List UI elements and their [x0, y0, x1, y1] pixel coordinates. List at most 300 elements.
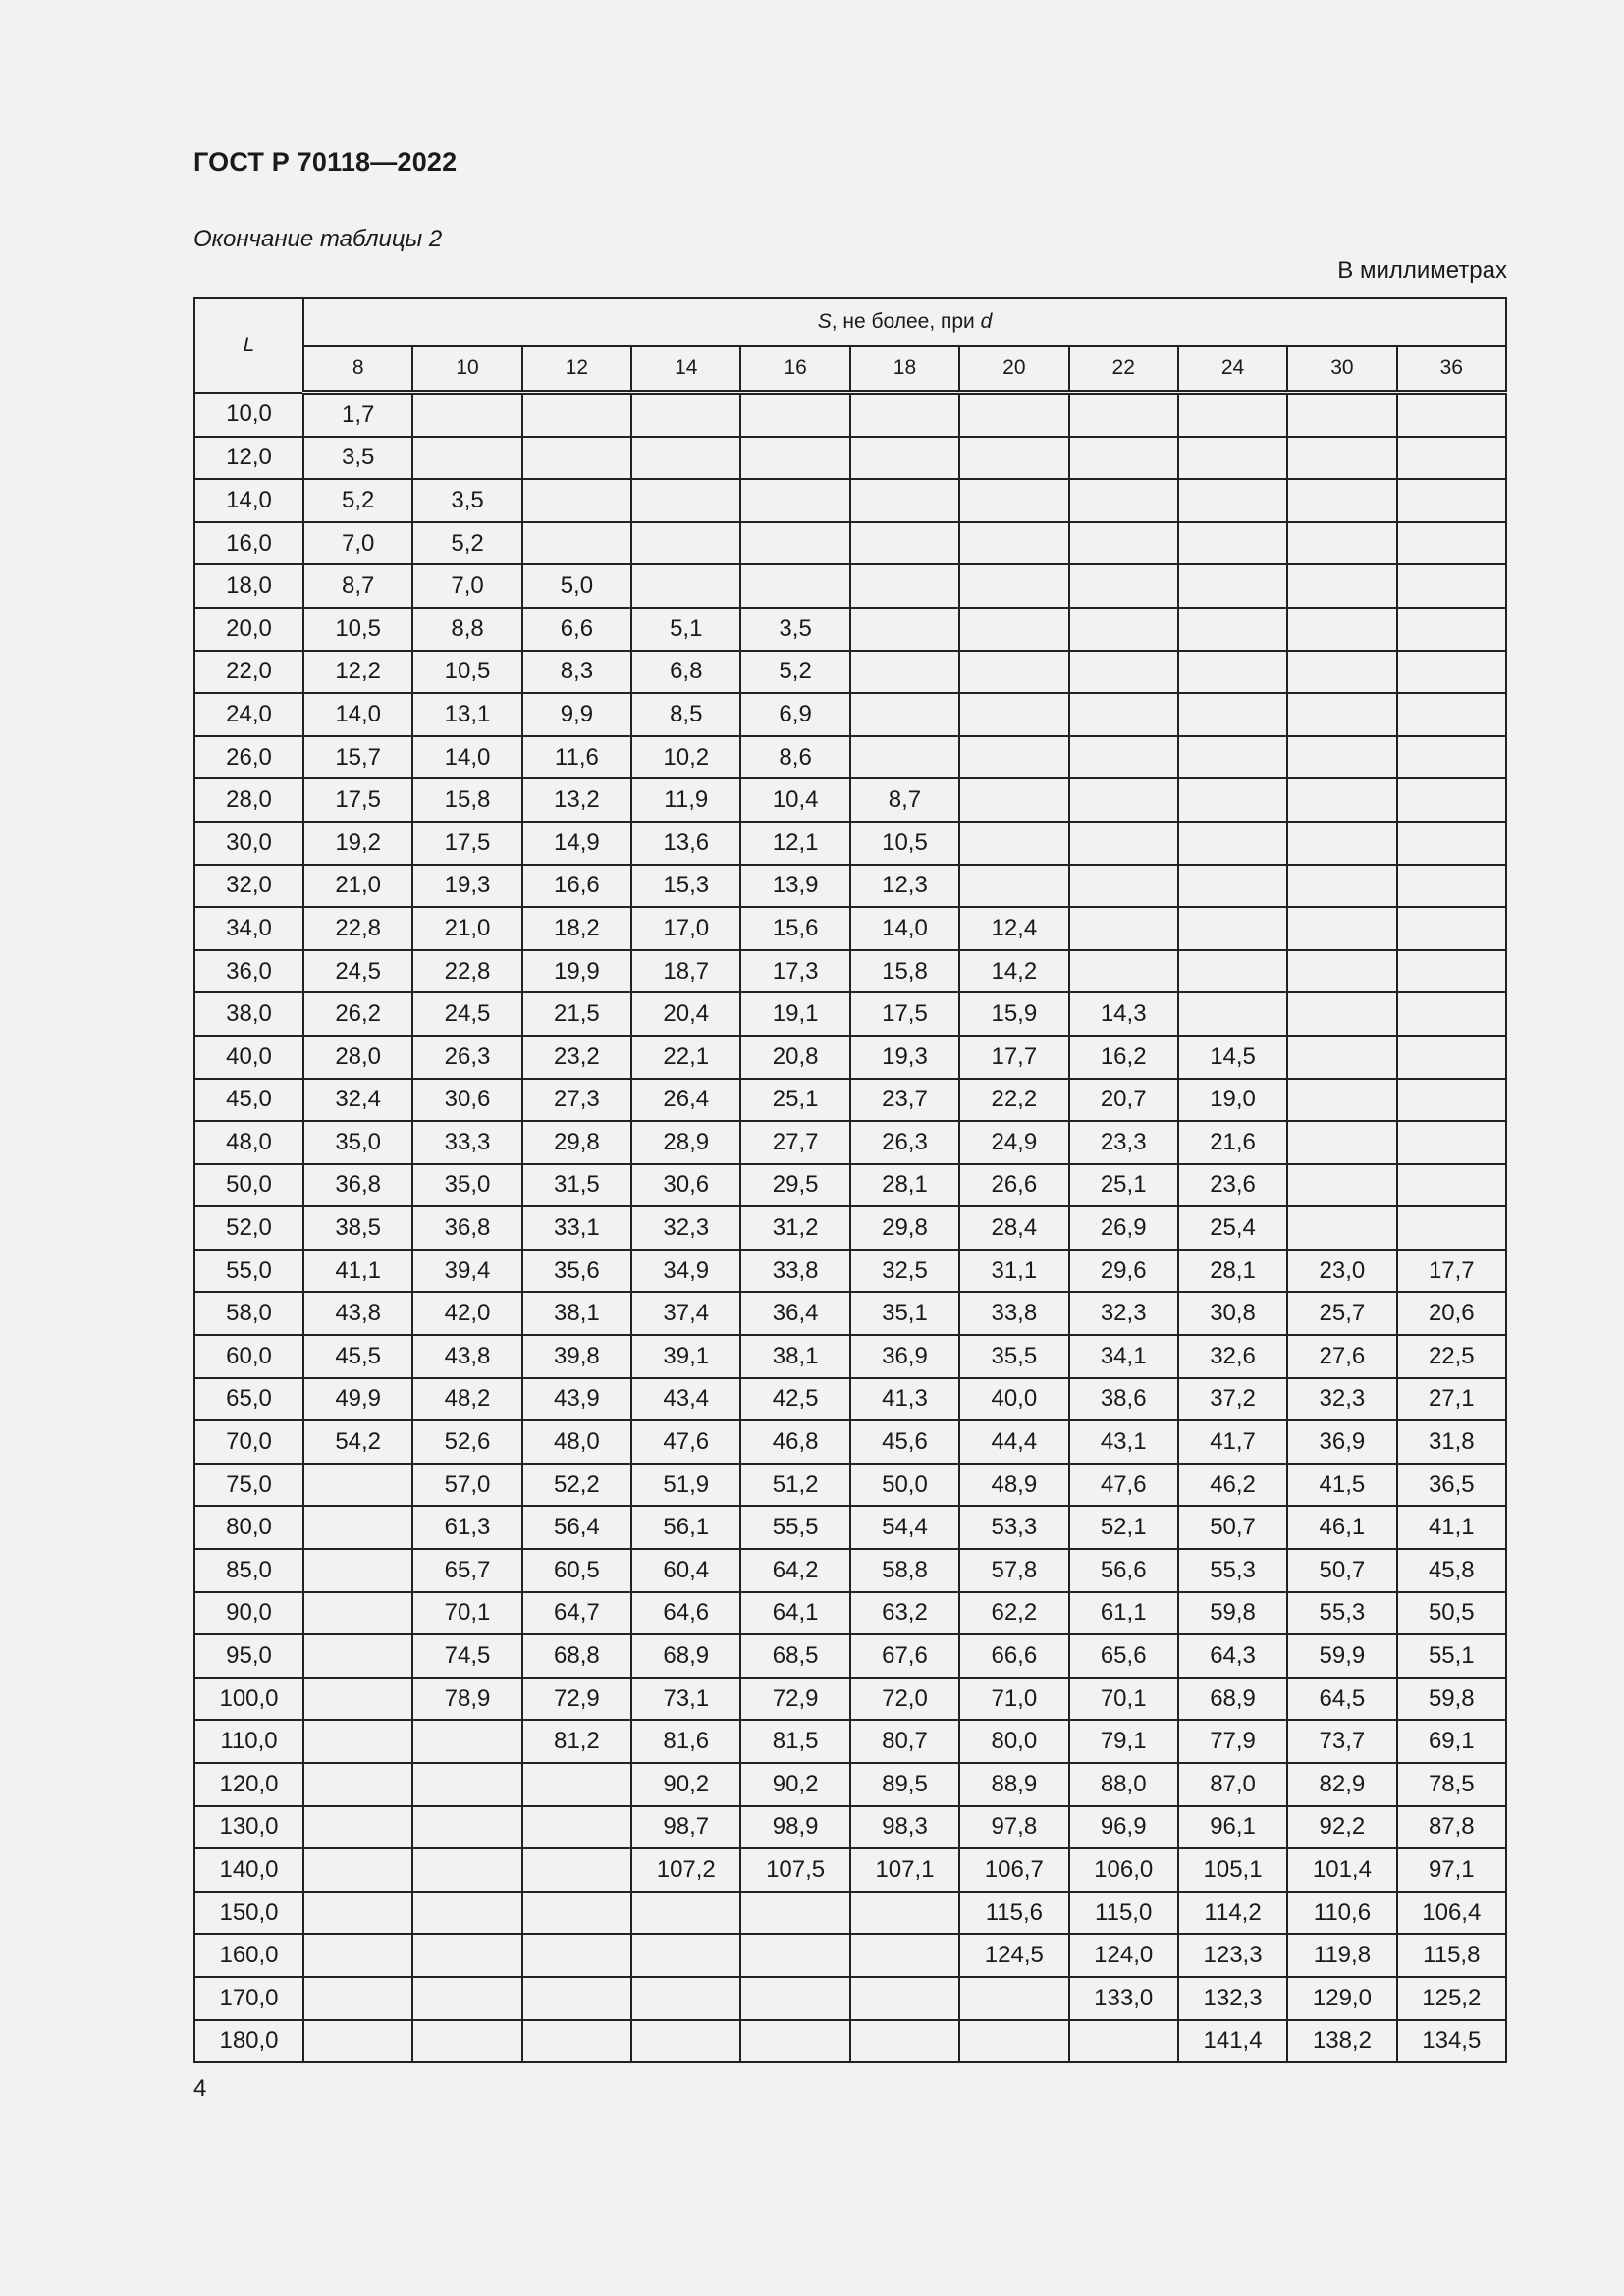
cell-s	[1069, 564, 1178, 608]
cell-s: 41,3	[850, 1378, 959, 1421]
cell-s	[631, 479, 740, 522]
cell-s: 3,5	[740, 608, 849, 651]
cell-s: 46,1	[1287, 1506, 1396, 1549]
cell-s: 48,0	[522, 1420, 631, 1464]
cell-s: 80,0	[959, 1720, 1068, 1763]
cell-s: 29,6	[1069, 1250, 1178, 1293]
cell-s: 12,4	[959, 907, 1068, 950]
cell-s: 26,4	[631, 1079, 740, 1122]
cell-s: 55,1	[1397, 1634, 1506, 1678]
header-d-value: 22	[1069, 346, 1178, 393]
cell-s: 33,8	[740, 1250, 849, 1293]
cell-s: 32,3	[631, 1206, 740, 1250]
cell-s: 10,2	[631, 736, 740, 779]
cell-s: 47,6	[1069, 1464, 1178, 1507]
cell-s: 15,9	[959, 992, 1068, 1036]
cell-s	[850, 1892, 959, 1935]
cell-s	[1397, 736, 1506, 779]
cell-s: 81,5	[740, 1720, 849, 1763]
cell-s	[1178, 437, 1287, 480]
cell-s	[1178, 651, 1287, 694]
cell-s	[850, 479, 959, 522]
cell-s: 6,9	[740, 693, 849, 736]
cell-s: 20,4	[631, 992, 740, 1036]
table-row	[194, 693, 1506, 736]
cell-s	[631, 1934, 740, 1977]
cell-s: 5,2	[740, 651, 849, 694]
cell-s: 89,5	[850, 1763, 959, 1806]
cell-s: 125,2	[1397, 1977, 1506, 2020]
cell-s: 3,5	[303, 437, 412, 480]
cell-s: 27,3	[522, 1079, 631, 1122]
cell-s: 58,8	[850, 1549, 959, 1592]
cell-s: 26,3	[412, 1036, 521, 1079]
cell-l: 58,0	[194, 1292, 303, 1335]
cell-s: 124,5	[959, 1934, 1068, 1977]
cell-s	[850, 2020, 959, 2063]
table-row	[194, 1121, 1506, 1164]
cell-s	[1287, 608, 1396, 651]
table-row	[194, 778, 1506, 822]
cell-s: 72,9	[522, 1678, 631, 1721]
table-row	[194, 1848, 1506, 1892]
cell-s: 14,5	[1178, 1036, 1287, 1079]
cell-s: 3,5	[412, 479, 521, 522]
cell-s: 56,4	[522, 1506, 631, 1549]
cell-s: 17,0	[631, 907, 740, 950]
cell-s: 29,8	[522, 1121, 631, 1164]
header-d-value: 16	[740, 346, 849, 393]
cell-s: 18,2	[522, 907, 631, 950]
cell-s: 39,4	[412, 1250, 521, 1293]
cell-s: 54,2	[303, 1420, 412, 1464]
cell-s	[1397, 393, 1506, 437]
cell-s: 114,2	[1178, 1892, 1287, 1935]
cell-s	[850, 1977, 959, 2020]
cell-s: 78,9	[412, 1678, 521, 1721]
cell-s	[1397, 865, 1506, 908]
cell-s: 10,5	[303, 608, 412, 651]
cell-s	[850, 651, 959, 694]
cell-s	[303, 1592, 412, 1635]
cell-s: 13,6	[631, 822, 740, 865]
cell-s	[1287, 1206, 1396, 1250]
cell-s	[631, 437, 740, 480]
cell-s	[1287, 437, 1396, 480]
cell-s: 64,3	[1178, 1634, 1287, 1678]
table-row	[194, 1678, 1506, 1721]
cell-s	[959, 393, 1068, 437]
header-d-value: 36	[1397, 346, 1506, 393]
cell-s: 73,7	[1287, 1720, 1396, 1763]
cell-s: 5,1	[631, 608, 740, 651]
cell-s: 19,1	[740, 992, 849, 1036]
cell-s: 27,6	[1287, 1335, 1396, 1378]
cell-s	[303, 1806, 412, 1849]
table-row	[194, 1464, 1506, 1507]
cell-s: 9,9	[522, 693, 631, 736]
cell-s: 134,5	[1397, 2020, 1506, 2063]
cell-s: 41,5	[1287, 1464, 1396, 1507]
cell-s: 132,3	[1178, 1977, 1287, 2020]
cell-s: 23,7	[850, 1079, 959, 1122]
cell-l: 80,0	[194, 1506, 303, 1549]
cell-s: 14,2	[959, 950, 1068, 993]
table-row	[194, 992, 1506, 1036]
cell-s: 107,1	[850, 1848, 959, 1892]
cell-s	[412, 393, 521, 437]
cell-s: 38,1	[522, 1292, 631, 1335]
cell-s: 53,3	[959, 1506, 1068, 1549]
cell-s: 60,4	[631, 1549, 740, 1592]
cell-s	[1397, 1036, 1506, 1079]
cell-s	[1178, 393, 1287, 437]
cell-s: 12,3	[850, 865, 959, 908]
cell-s: 17,5	[850, 992, 959, 1036]
cell-s: 138,2	[1287, 2020, 1396, 2063]
cell-s: 96,1	[1178, 1806, 1287, 1849]
cell-l: 65,0	[194, 1378, 303, 1421]
cell-s: 12,1	[740, 822, 849, 865]
cell-s	[303, 1634, 412, 1678]
cell-s	[740, 393, 849, 437]
cell-s: 50,7	[1287, 1549, 1396, 1592]
cell-s: 68,8	[522, 1634, 631, 1678]
cell-s: 45,6	[850, 1420, 959, 1464]
cell-l: 16,0	[194, 522, 303, 565]
cell-s: 39,8	[522, 1335, 631, 1378]
cell-s: 15,3	[631, 865, 740, 908]
cell-s	[1397, 992, 1506, 1036]
cell-s	[1287, 1036, 1396, 1079]
cell-s: 78,5	[1397, 1763, 1506, 1806]
table-row	[194, 950, 1506, 993]
cell-s: 41,1	[303, 1250, 412, 1293]
cell-s: 35,5	[959, 1335, 1068, 1378]
cell-s: 38,5	[303, 1206, 412, 1250]
cell-s: 57,0	[412, 1464, 521, 1507]
table-row	[194, 1977, 1506, 2020]
cell-l: 30,0	[194, 822, 303, 865]
cell-s: 21,0	[303, 865, 412, 908]
cell-s	[1069, 693, 1178, 736]
cell-s: 35,1	[850, 1292, 959, 1335]
cell-s: 59,9	[1287, 1634, 1396, 1678]
cell-s: 23,2	[522, 1036, 631, 1079]
cell-s: 73,1	[631, 1678, 740, 1721]
cell-s	[1178, 865, 1287, 908]
cell-s	[850, 693, 959, 736]
cell-s: 43,4	[631, 1378, 740, 1421]
cell-s: 66,6	[959, 1634, 1068, 1678]
cell-s	[959, 2020, 1068, 2063]
cell-s	[412, 2020, 521, 2063]
cell-s	[303, 2020, 412, 2063]
cell-s	[631, 2020, 740, 2063]
cell-s: 26,3	[850, 1121, 959, 1164]
cell-s: 31,1	[959, 1250, 1068, 1293]
cell-s: 50,7	[1178, 1506, 1287, 1549]
cell-s	[412, 1806, 521, 1849]
cell-s	[740, 1977, 849, 2020]
cell-s: 80,7	[850, 1720, 959, 1763]
cell-s	[412, 1892, 521, 1935]
cell-s	[522, 1934, 631, 1977]
cell-s	[303, 1506, 412, 1549]
cell-l: 38,0	[194, 992, 303, 1036]
cell-s: 98,3	[850, 1806, 959, 1849]
cell-s	[1178, 564, 1287, 608]
cell-s	[1178, 522, 1287, 565]
cell-s	[959, 437, 1068, 480]
cell-s	[1069, 950, 1178, 993]
cell-s: 35,0	[412, 1164, 521, 1207]
cell-s	[959, 522, 1068, 565]
cell-s: 19,0	[1178, 1079, 1287, 1122]
cell-s: 35,0	[303, 1121, 412, 1164]
cell-s	[850, 437, 959, 480]
cell-s: 16,2	[1069, 1036, 1178, 1079]
cell-s: 38,1	[740, 1335, 849, 1378]
table-row	[194, 2020, 1506, 2063]
data-table	[193, 297, 1507, 2063]
cell-s: 44,4	[959, 1420, 1068, 1464]
table-row	[194, 608, 1506, 651]
cell-s: 8,7	[303, 564, 412, 608]
cell-s: 106,7	[959, 1848, 1068, 1892]
cell-s: 51,9	[631, 1464, 740, 1507]
table-row	[194, 1720, 1506, 1763]
cell-l: 50,0	[194, 1164, 303, 1207]
cell-s	[522, 479, 631, 522]
cell-s	[631, 393, 740, 437]
cell-s: 110,6	[1287, 1892, 1396, 1935]
cell-s: 20,8	[740, 1036, 849, 1079]
page-number: 4	[193, 2075, 207, 2102]
cell-s: 11,9	[631, 778, 740, 822]
cell-s: 8,8	[412, 608, 521, 651]
cell-s	[1178, 907, 1287, 950]
cell-s: 30,6	[412, 1079, 521, 1122]
cell-s	[1178, 736, 1287, 779]
cell-s	[1069, 865, 1178, 908]
table-row	[194, 865, 1506, 908]
cell-s	[1397, 564, 1506, 608]
cell-s	[522, 1848, 631, 1892]
cell-s: 13,9	[740, 865, 849, 908]
cell-l: 100,0	[194, 1678, 303, 1721]
cell-s	[522, 1977, 631, 2020]
cell-s: 15,8	[850, 950, 959, 993]
table-row	[194, 1292, 1506, 1335]
cell-s: 32,4	[303, 1079, 412, 1122]
cell-s	[1069, 522, 1178, 565]
cell-s: 8,3	[522, 651, 631, 694]
cell-s	[959, 651, 1068, 694]
cell-s	[522, 522, 631, 565]
cell-s: 8,6	[740, 736, 849, 779]
cell-s	[740, 522, 849, 565]
cell-l: 150,0	[194, 1892, 303, 1935]
table-row	[194, 1420, 1506, 1464]
cell-s	[412, 1934, 521, 1977]
cell-s: 33,3	[412, 1121, 521, 1164]
cell-s	[959, 1977, 1068, 2020]
cell-s: 22,1	[631, 1036, 740, 1079]
header-d-value: 24	[1178, 346, 1287, 393]
cell-s	[631, 1977, 740, 2020]
cell-s: 52,1	[1069, 1506, 1178, 1549]
cell-s: 14,0	[303, 693, 412, 736]
cell-s: 26,6	[959, 1164, 1068, 1207]
cell-s: 30,6	[631, 1164, 740, 1207]
cell-s: 25,4	[1178, 1206, 1287, 1250]
cell-s: 64,6	[631, 1592, 740, 1635]
cell-s: 11,6	[522, 736, 631, 779]
cell-s: 6,6	[522, 608, 631, 651]
cell-s	[522, 1892, 631, 1935]
cell-s: 39,1	[631, 1335, 740, 1378]
cell-s	[303, 1678, 412, 1721]
cell-s	[850, 393, 959, 437]
cell-s	[740, 1934, 849, 1977]
cell-s	[303, 1549, 412, 1592]
cell-s	[1287, 522, 1396, 565]
cell-s: 45,8	[1397, 1549, 1506, 1592]
cell-l: 22,0	[194, 651, 303, 694]
cell-s: 56,1	[631, 1506, 740, 1549]
cell-s: 15,6	[740, 907, 849, 950]
cell-s: 40,0	[959, 1378, 1068, 1421]
cell-l: 26,0	[194, 736, 303, 779]
cell-s	[1397, 479, 1506, 522]
cell-l: 70,0	[194, 1420, 303, 1464]
cell-s	[959, 608, 1068, 651]
cell-s: 43,8	[303, 1292, 412, 1335]
cell-s	[303, 1763, 412, 1806]
cell-s: 38,6	[1069, 1378, 1178, 1421]
cell-l: 110,0	[194, 1720, 303, 1763]
cell-l: 45,0	[194, 1079, 303, 1122]
table-row	[194, 564, 1506, 608]
cell-s: 141,4	[1178, 2020, 1287, 2063]
cell-s: 64,7	[522, 1592, 631, 1635]
cell-s: 17,7	[959, 1036, 1068, 1079]
cell-s	[303, 1934, 412, 1977]
cell-s: 14,0	[850, 907, 959, 950]
cell-s: 29,8	[850, 1206, 959, 1250]
cell-s: 22,2	[959, 1079, 1068, 1122]
cell-s: 106,4	[1397, 1892, 1506, 1935]
cell-s: 41,1	[1397, 1506, 1506, 1549]
cell-l: 90,0	[194, 1592, 303, 1635]
cell-l: 55,0	[194, 1250, 303, 1293]
cell-s: 115,6	[959, 1892, 1068, 1935]
cell-s: 123,3	[1178, 1934, 1287, 1977]
cell-l: 60,0	[194, 1335, 303, 1378]
header-d-row	[194, 346, 1506, 393]
cell-s: 71,0	[959, 1678, 1068, 1721]
cell-s: 33,8	[959, 1292, 1068, 1335]
cell-l: 28,0	[194, 778, 303, 822]
cell-s: 49,9	[303, 1378, 412, 1421]
cell-s: 5,0	[522, 564, 631, 608]
table-row	[194, 1164, 1506, 1207]
cell-s: 13,2	[522, 778, 631, 822]
table-row	[194, 736, 1506, 779]
header-d-value: 18	[850, 346, 959, 393]
cell-l: 95,0	[194, 1634, 303, 1678]
cell-s	[1287, 907, 1396, 950]
cell-s	[959, 865, 1068, 908]
cell-s: 10,5	[850, 822, 959, 865]
cell-s: 21,0	[412, 907, 521, 950]
table-row	[194, 1206, 1506, 1250]
cell-l: 10,0	[194, 393, 303, 437]
cell-s	[1069, 736, 1178, 779]
cell-s: 19,9	[522, 950, 631, 993]
header-s	[303, 298, 1506, 346]
cell-s	[631, 564, 740, 608]
table-row	[194, 1892, 1506, 1935]
cell-s: 98,7	[631, 1806, 740, 1849]
cell-s: 21,5	[522, 992, 631, 1036]
cell-s: 24,5	[303, 950, 412, 993]
cell-s: 14,0	[412, 736, 521, 779]
cell-s	[1397, 778, 1506, 822]
cell-s: 64,2	[740, 1549, 849, 1592]
cell-s: 31,2	[740, 1206, 849, 1250]
cell-s	[1397, 822, 1506, 865]
cell-s: 28,0	[303, 1036, 412, 1079]
cell-s: 50,0	[850, 1464, 959, 1507]
cell-s: 22,8	[303, 907, 412, 950]
cell-s	[1069, 822, 1178, 865]
cell-s: 32,6	[1178, 1335, 1287, 1378]
cell-s: 90,2	[740, 1763, 849, 1806]
cell-s: 65,7	[412, 1549, 521, 1592]
cell-s: 61,1	[1069, 1592, 1178, 1635]
cell-s: 54,4	[850, 1506, 959, 1549]
table-row	[194, 437, 1506, 480]
cell-s: 68,5	[740, 1634, 849, 1678]
cell-s	[303, 1892, 412, 1935]
cell-s	[1178, 479, 1287, 522]
cell-s: 5,2	[303, 479, 412, 522]
table-row	[194, 1763, 1506, 1806]
cell-s: 55,3	[1287, 1592, 1396, 1635]
cell-s	[959, 479, 1068, 522]
cell-s: 68,9	[631, 1634, 740, 1678]
cell-s: 88,0	[1069, 1763, 1178, 1806]
cell-l: 130,0	[194, 1806, 303, 1849]
cell-s: 67,6	[850, 1634, 959, 1678]
table-row	[194, 1335, 1506, 1378]
cell-s: 14,9	[522, 822, 631, 865]
cell-s: 37,4	[631, 1292, 740, 1335]
cell-l: 170,0	[194, 1977, 303, 2020]
cell-s: 30,8	[1178, 1292, 1287, 1335]
cell-s: 115,0	[1069, 1892, 1178, 1935]
cell-s: 79,1	[1069, 1720, 1178, 1763]
cell-s	[1287, 479, 1396, 522]
table-row	[194, 1549, 1506, 1592]
cell-s	[412, 1848, 521, 1892]
cell-s	[1397, 1164, 1506, 1207]
cell-s	[740, 1892, 849, 1935]
cell-s	[412, 1763, 521, 1806]
cell-s: 45,5	[303, 1335, 412, 1378]
